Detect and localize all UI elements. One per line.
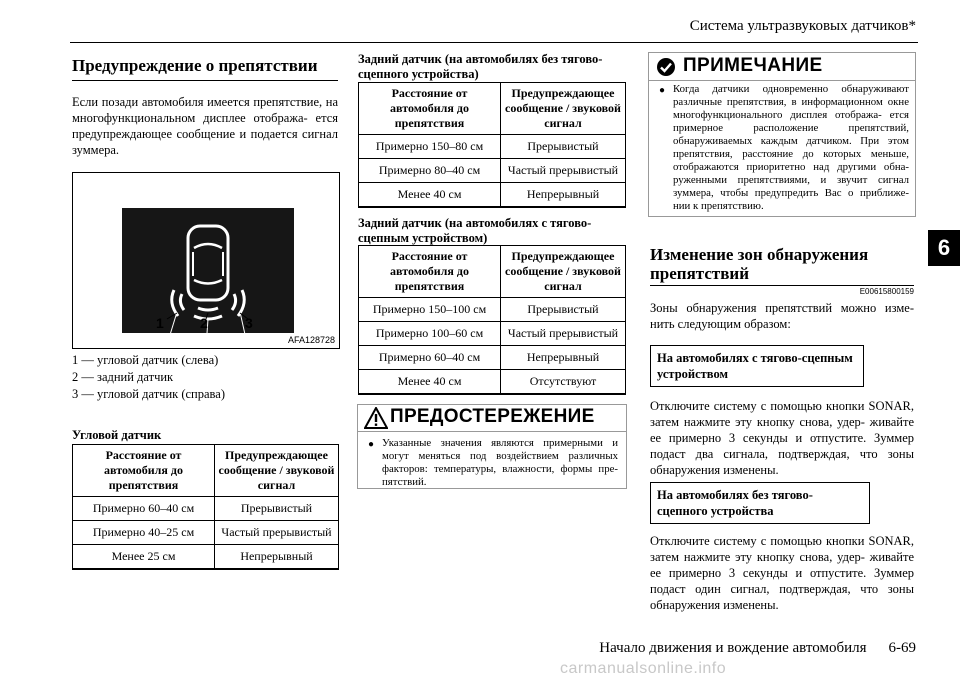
doc-code: E00615800159 xyxy=(859,287,914,296)
table-header: Предупреждающее сообщение / звуковой сигнал xyxy=(215,445,339,497)
table-cell: Примерно 150–80 см xyxy=(359,135,501,159)
footer-section: Начало движения и вождение автомобиля xyxy=(599,640,867,656)
with-hitch-subheading: На автомобилях с тягово-сцепным устройством xyxy=(650,345,864,387)
figure-legend xyxy=(72,352,338,403)
table-cell: Отсутствуют xyxy=(501,370,626,394)
table-header: Расстояние от автомобиля до препятствия xyxy=(359,83,501,135)
callout-1: 1 xyxy=(156,315,164,331)
table-cell: Примерно 60–40 см xyxy=(359,346,501,370)
legend-item: 3 — угловой датчик (справа) xyxy=(72,387,225,401)
legend-item: 1 — угловой датчик (слева) xyxy=(72,353,219,367)
note-box xyxy=(648,52,916,217)
caution-header xyxy=(358,405,626,432)
table-cell: Примерно 150–100 см xyxy=(359,298,501,322)
intro-paragraph: Если позади автомобиля имеется препятствие, на многофункциональном дисплее отобража- ется предупреждающее сообщение и подается сигнал зуммера. xyxy=(72,95,338,157)
page-number: 6-69 xyxy=(888,640,916,656)
header-rule xyxy=(70,42,918,43)
table-cell: Частый прерывистый xyxy=(501,322,626,346)
section-rule xyxy=(72,80,338,81)
callout-3: 3 xyxy=(245,315,253,331)
table-cell: Непрерывный xyxy=(501,183,626,207)
table-cell: Менее 25 см xyxy=(73,545,215,569)
note-text: Когда датчики одновременно обнаруживают различные препятствия, в информационном окне многофункционального дисплея отобража- ется примерное расположение препятствий, обнаруживаемых каждым датчиком. При этом препятствия, расстояние до которых меньше, отображаются приоритетно над другими обна- руженными препятствиями, и звучит сигнал зуммера, чтобы предупредить Вас о приближе- нии к препятствию. xyxy=(673,83,909,212)
table-header: Расстояние от автомобиля до препятствия xyxy=(359,246,501,298)
table-cell: Менее 40 см xyxy=(359,370,501,394)
bullet-icon: ● xyxy=(368,439,375,450)
corner-sensor-table xyxy=(72,444,339,570)
watermark: carmanualsonline.info xyxy=(560,660,727,677)
corner-sensor-title: Угловой датчик xyxy=(72,428,162,442)
table-header: Предупреждающее сообщение / звуковой сигнал xyxy=(501,246,626,298)
table-cell: Прерывистый xyxy=(501,135,626,159)
table-cell: Непрерывный xyxy=(215,545,339,569)
table-cell: Примерно 60–40 см xyxy=(73,497,215,521)
table-cell: Прерывистый xyxy=(501,298,626,322)
bullet-icon: ● xyxy=(659,85,666,96)
table-cell: Частый прерывистый xyxy=(501,159,626,183)
rear-sensor-hitch-table xyxy=(358,245,626,395)
table-cell: Непрерывный xyxy=(501,346,626,370)
legend-item: 2 — задний датчик xyxy=(72,370,174,384)
without-hitch-text: Отключите систему с помощью кнопки SONAR, затем нажмите эту кнопку снова, удер- живайте ее примерно 3 секунды и отпустите. Зуммер подаст один сигнал, подтверждая, что зоны обнаружения изменены. xyxy=(650,534,914,612)
note-header xyxy=(649,53,915,81)
section-rule xyxy=(650,285,914,286)
running-header: Система ультразвуковых датчиков* xyxy=(689,18,916,34)
figure-code: AFA128728 xyxy=(287,335,335,345)
section-title-obstacle-warning: Предупреждение о препятствии xyxy=(72,56,318,75)
table-header: Расстояние от автомобиля до препятствия xyxy=(73,445,215,497)
caution-text: Указанные значения являются примерными и могут меняться под воздействием различных факторов: температуры, влажности, формы пре- пятствий. xyxy=(382,437,618,488)
table-header: Предупреждающее сообщение / звуковой сигнал xyxy=(501,83,626,135)
table-cell: Примерно 80–40 см xyxy=(359,159,501,183)
sensor-figure xyxy=(72,172,340,349)
table-cell: Частый прерывистый xyxy=(215,521,339,545)
zones-intro: Зоны обнаружения препятствий можно изме- нить следующим образом: xyxy=(650,301,914,331)
with-hitch-text: Отключите систему с помощью кнопки SONAR, затем нажмите эту кнопку снова, удер- живайте ее примерно 3 секунды и отпустите. Зуммер подаст два сигнала, подтверждая, что зоны обнаружения изменены. xyxy=(650,399,914,477)
rear-sensor-no-hitch-title: Задний датчик (на автомобилях без тягово-сцепного устройства) xyxy=(358,52,603,81)
rear-sensor-hitch-title: Задний датчик (на автомобилях с тягово-сцепным устройством) xyxy=(358,216,592,245)
section-title-change-zones: Изменение зон обнаружения препятствий xyxy=(650,245,869,283)
caution-title: ПРЕДОСТЕРЕЖЕНИЕ xyxy=(390,406,595,427)
table-cell: Прерывистый xyxy=(215,497,339,521)
chapter-tab: 6 xyxy=(928,230,960,266)
rear-sensor-no-hitch-table xyxy=(358,82,626,208)
note-title: ПРИМЕЧАНИЕ xyxy=(683,55,823,76)
caution-box xyxy=(357,404,627,489)
page-footer xyxy=(599,640,916,657)
callout-2: 2 xyxy=(200,315,208,331)
table-cell: Менее 40 см xyxy=(359,183,501,207)
table-cell: Примерно 40–25 см xyxy=(73,521,215,545)
warning-triangle-icon xyxy=(364,407,388,429)
table-cell: Примерно 100–60 см xyxy=(359,322,501,346)
check-circle-icon xyxy=(656,57,676,77)
without-hitch-subheading: На автомобилях без тягово-сцепного устройства xyxy=(650,482,870,524)
